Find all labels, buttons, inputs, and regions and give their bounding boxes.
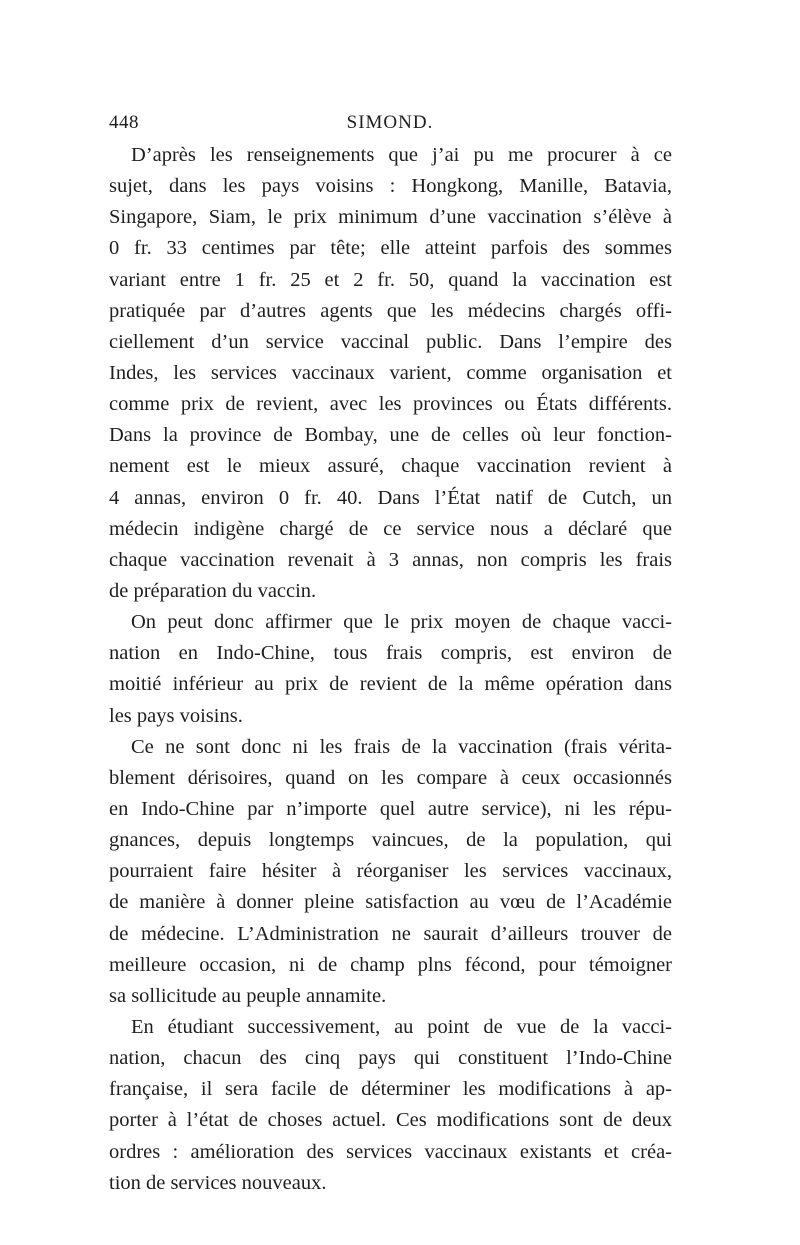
text-line: pourraient faire hésiter à réorganiser les services vaccinaux,: [109, 860, 672, 883]
text-line: pratiquée par d’autres agents que les médecins chargés offi-: [109, 299, 672, 322]
text-line: nation, chacun des cinq pays qui constituent l’Indo-Chine: [109, 1047, 672, 1070]
text-line: Ce ne sont donc ni les frais de la vaccination (frais vérita-: [131, 735, 672, 758]
text-line: de médecine. L’Administration ne saurait d’ailleurs trouver de: [109, 922, 672, 945]
text-line: variant entre 1 fr. 25 et 2 fr. 50, quand la vaccination est: [109, 268, 672, 291]
text-line: On peut donc affirmer que le prix moyen de chaque vacci-: [131, 611, 672, 634]
text-line: en Indo-Chine par n’importe quel autre service), ni les répu-: [109, 797, 672, 820]
text-line: les pays voisins.: [109, 704, 243, 727]
text-line: médecin indigène chargé de ce service nous a déclaré que: [109, 517, 672, 540]
text-line: blement dérisoires, quand on les compare à ceux occasionnés: [109, 766, 672, 789]
running-head: [109, 112, 671, 142]
text-line: ciellement d’un service vaccinal public. Dans l’empire des: [109, 330, 672, 353]
text-line: En étudiant successivement, au point de vue de la vacci-: [131, 1015, 672, 1038]
text-line: meilleure occasion, ni de champ plns fécond, pour témoigner: [109, 953, 672, 976]
text-line: 0 fr. 33 centimes par tête; elle atteint parfois des sommes: [109, 237, 672, 260]
text-line: Dans la province de Bombay, une de celles où leur fonction-: [109, 424, 672, 447]
text-line: sa sollicitude au peuple annamite.: [109, 984, 387, 1007]
page-number: 448: [109, 112, 139, 133]
body-text: [109, 140, 672, 1199]
running-title: SIMOND.: [346, 112, 434, 133]
text-line: nation en Indo-Chine, tous frais compris, est environ de: [109, 642, 672, 665]
text-line: 4 annas, environ 0 fr. 40. Dans l’État natif de Cutch, un: [109, 486, 672, 509]
text-line: française, il sera facile de déterminer les modifications à ap-: [109, 1078, 672, 1101]
text-line: chaque vaccination revenait à 3 annas, non compris les frais: [109, 548, 672, 571]
text-line: gnances, depuis longtemps vaincues, de la population, qui: [109, 829, 672, 852]
text-line: D’après les renseignements que j’ai pu me procurer à ce: [131, 144, 672, 166]
text-line: de manière à donner pleine satisfaction au vœu de l’Académie: [109, 891, 672, 914]
text-line: Indes, les services vaccinaux varient, comme organisation et: [109, 361, 672, 384]
text-line: moitié inférieur au prix de revient de la même opération dans: [109, 673, 672, 696]
text-line: nement est le mieux assuré, chaque vaccination revient à: [109, 455, 672, 478]
text-line: porter à l’état de choses actuel. Ces modifications sont de deux: [109, 1109, 672, 1132]
text-line: sujet, dans les pays voisins : Hongkong, Manille, Batavia,: [109, 175, 672, 198]
text-line: de préparation du vaccin.: [109, 579, 317, 602]
text-line: comme prix de revient, avec les provinces ou États différents.: [109, 393, 672, 416]
text-line: tion de services nouveaux.: [109, 1171, 327, 1194]
text-line: Singapore, Siam, le prix minimum d’une vaccination s’élève à: [109, 206, 672, 229]
text-line: ordres : amélioration des services vaccinaux existants et créa-: [109, 1140, 672, 1163]
